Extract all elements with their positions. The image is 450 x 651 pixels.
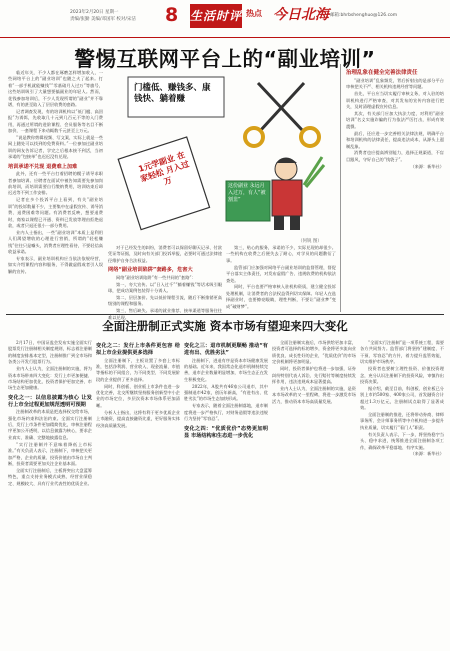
editor-credits: 责编/张勤 美编/邓国军 校对/宋洁	[70, 17, 136, 22]
paragraph: 全面注册制实施后，市场供给更加丰富，投资者可选择的标的增多，资金将更多流向业绩优良、成长性好的企业，“优质优价”的市场定价机制将更加明显。	[272, 340, 356, 365]
contact-email: 邮箱:bhrbshenghuo@126.com	[330, 13, 398, 18]
article-2-source: （来源：新华社）	[410, 451, 444, 457]
paragraph: 业内人士认为，全面注册制的实施，是资本市场改革的又一里程碑，将进一步激发市场活力，推动资本市场高质量发展。	[272, 385, 356, 404]
paragraph: “副业培训”乱象频发，背后折射出的是部分平台审核把关不严、相关机构违规经营等问题。	[346, 78, 444, 90]
paragraph: 此外，还有一些平台打着招聘的幌子诱导求职者参加培训。应聘者在面试中被告知需要先参加岗前培训，而培训需要自行缴纳费用，培训结束后却迟迟等不到工作安排。	[8, 171, 103, 196]
subheading: 培训承诺不兑现 退费难上加难	[8, 163, 78, 170]
paragraph: 有关负责人表示，下一步，将坚持稳字当头、稳中求进，统筹推进全面注册制各项工作，确保改革平稳落地、有序实施。	[360, 431, 444, 450]
article-2-headline: 全面注册制正式实施 资本市场有望迎来四大变化	[102, 319, 348, 333]
paragraph: 其次，有关部门应加大执法力度，对利用“副业培训”名义实施诈骗的行为依法严厉打击，形成有效震慑。	[346, 111, 444, 129]
paragraph: 同时，投资者保护也将进一步加强，证券纠纷特别代表人诉讼、先行赔付等制度持续发挥作用，违法违规成本显著提高。	[272, 366, 356, 384]
paragraph: 网络“副业培训陷阱”有一些共同的“套路”：	[116, 274, 196, 280]
paragraph: 第二，层层加价。先以低价课程引流，随后不断推销更高级别的课程和服务。	[108, 294, 222, 307]
paragraph: 记者在多个投诉平台上看到，有关“副业培训”的投诉数量不少，主要集中在虚假宣传、诱导消费、退费困难等问题。有消费者反映，想要退费时，商家以课程已开通、资料已发放等理由拒绝退款，或者只退还很小一部分费用。	[8, 197, 103, 228]
paragraph: “全面实行注册制”是一项系统工程，需要各方共同努力。监管部门将坚持“建制度、不干预、零容忍”的方针，着力提升监管效能，切实维护市场秩序。	[360, 340, 444, 365]
illustration-bubble-text: 这份副业 永远月入过万，有人“被割韭”	[228, 183, 266, 203]
subheading: 变化之四：“优质优价”态势更加明显 市场结构和生态进一步优化	[184, 425, 268, 439]
paragraph: 业内人士指出，一些“副业培训”本质上是利用人们渴望增收的心理进行营销，所谓的“轻松赚钱”往往只是噱头，消费者应理性看待，不要轻信高收益承诺。	[8, 229, 103, 255]
paragraph: 第三，售后缺失。承诺的就业推荐、接单渠道等服务往往难以兑现。	[108, 308, 222, 320]
paragraph: 投资者也要树立理性投资、价值投资理念，充分认识注册制下的投资风险，审慎作出投资决策。	[360, 366, 444, 384]
paragraph: 对于已经发生的纠纷，消费者可以保留好聊天记录、付款凭证等证据，及时向有关部门投诉举报，必要时可通过法律途径维护自身合法权益。	[108, 245, 222, 263]
sidebar-column	[346, 78, 444, 310]
paragraph: 2月17日，中国证监会发布实施全面实行股票发行注册制相关制度规则，标志着注册制的制度安排基本定型，注册制推广到全市场和各类公开发行股票行为。	[8, 340, 92, 365]
section-name: 生活时评	[190, 4, 242, 28]
paragraph: 分析人士指出，这将有利于更多优质企业上市融资，提高直接融资比重，更好服务实体经济高质量发展。	[96, 409, 180, 428]
subheading: 变化之一：以信息披露为核心 让发行上市全过程更加规范透明可预期	[8, 394, 92, 408]
illustration-sign-text: 门槛低、赚钱多、康钱快、躺着赚	[134, 83, 211, 104]
article-2-column-5	[360, 340, 444, 644]
paragraph: 同时，平台也要严格审核入驻机构资质，建立健全投诉处理机制，让消费者的合法权益得到切实保障。年轻人在选择副业时，也要擦亮眼睛，理性判断，不要让“副业梦”变成“破财梦”。	[226, 284, 336, 309]
paragraph: 监管部门应加强对网络平台副业培训的监督管理，督促平台落实主体责任，对发布虚假广告、违规收费的机构依法查处。	[226, 264, 336, 283]
paragraph: 全面注册制的推进，还将带动券商、律师事务所、会计师事务所等中介机构进一步提升执业质量，切实履行“看门人”职责。	[360, 411, 444, 430]
paragraph: 消费者也应提高辨别能力，选择正规渠道，不盲目跟风，守好自己的“钱袋子”。	[346, 150, 444, 162]
paragraph: 注册制改革的本质是把选择权交给市场，强化市场约束和法治约束。全面实行注册制后，发行上市条件更加精简优化，审核注册程序更加公开透明，以信息披露为核心，要求企业真实、准确、完整地披露信息。	[8, 409, 92, 440]
paragraph: 同时，科创板、创业板上市条件也进一步优化完善，北交所继续坚持服务创新型中小企业的市场定位，多层次资本市场体系更加清晰。	[96, 383, 180, 408]
illustration-board-text: 1元学副业 在家轻松 月入过万	[137, 150, 191, 187]
cartoon-illustration	[108, 73, 326, 231]
column-divider	[340, 64, 341, 312]
paragraph: 注册制下，进退有序是资本市场健康发展的基础。近年来，我国常态化退市机制持续完善，退市企业数量明显增加，市场生态正在发生积极变化。	[184, 357, 268, 382]
paragraph: “说是教你剪辑视频、写文案，实际上就是一些网上随处可以找到的免费资料。”一位参加过副业培训的网友告诉记者，学完之后根本接不到活，当初承诺的“包接单”也迟迟没有兑现。	[8, 135, 103, 160]
paragraph: 最后，还应进一步完善相关法律法规，明确平台和培训机构的法律责任，提高违法成本，从源头上遏制乱象。	[346, 130, 444, 149]
subheading: 网络“副业培训陷阱”套路多，危害大	[108, 267, 193, 274]
article-1-right-middle-column	[226, 245, 336, 311]
article-2-column-4	[272, 340, 356, 644]
paragraph: 全面实行注册制后，主板将突出大盘蓝筹特色，重点支持业务模式成熟、经营业绩稳定、规模较大、具有行业代表性的优质企业。	[8, 467, 92, 486]
subheading: 变化之二：发行上市条件更包容 给拟上市企业提供更多选择	[96, 343, 180, 356]
paragraph: 全面注册制下，主板设置了多套上市标准，包括净利润、营业收入、现金流量、市值等指标的不同组合，为不同类型、不同发展阶段的企业提供了更多选择。	[96, 357, 180, 382]
article-1-left-column	[8, 70, 103, 310]
sidebar-source: （来源：新华社）	[410, 163, 444, 169]
paragraph: 2022年，A股共有46家公司退市，其中强制退市42家，创历年新高，“有进有出、优胜劣汰”的市场生态加快形成。	[184, 383, 268, 402]
paragraph: 第三，贴心的服务，承诺的不少，实际兑现的却很少。一些机构在收费之后便失去了耐心，对学员的问题敷衍了事。	[226, 245, 336, 263]
paragraph: 记者调查发现，有的培训机构以“低门槛、高回报”为诱饵，先收取几十元到几百元不等的入门费用，再通过所谓的进阶课程、会员服务等名目不断加价，一套课程下来动辄数千元甚至上万元。	[8, 108, 103, 134]
article-2-column-2	[96, 340, 180, 644]
paragraph: 第一，夸大宣传。以“日入过千”“躺着赚钱”等话术吸引眼球，把成功案例包装得十分诱人。	[108, 281, 222, 294]
article-1-middle-column	[108, 245, 222, 320]
paragraph: 业内人士认为，全面注册制的实施，将为资本市场带来四大变化：发行上市更加便捷、市场结构更加优化、投资者保护更加完善、市场生态更加健康。	[8, 366, 92, 391]
page-number: 8	[165, 4, 179, 26]
paragraph: 专家表示，副业培训机构应当依法依规经营，如实介绍课程内容和服务，不得做虚假或者引人误解的宣传。	[8, 255, 103, 274]
paragraph: “实行注册制并不意味着降低上市标准。”有关负责人表示，注册制下，审核把关更加严格，企业的质量、投资价值由市场自主判断，投资者需要更加关注企业基本面。	[8, 441, 92, 466]
paragraph: 临近年关，不少人都在琢磨怎样增加收入，一些网络平台上的“副业培训”也随之火了起来。打着“一部手机就能赚钱”“零基础月入过万”等旗号，这些培训吸引了大量想要搞副业的年轻人。然而，花钱参加培训后，不少人发现所谓的“副业”并不靠谱，有的甚至陷入了层层收费的套路。	[8, 70, 103, 108]
article-1-headline: 警惕互联网平台上的“副业培训”	[74, 47, 376, 71]
subheading: 变化之三：退市机制更顺畅 推动“有进有出、优胜劣汰”	[184, 343, 268, 356]
article-2-column-3	[184, 340, 268, 644]
article-2-column-1	[8, 340, 92, 644]
paragraph: 首先，平台应当切实履行审核义务，对入驻的培训机构进行严格审查，对其发布的宣传内容进行把关，及时清理虚假宣传信息。	[346, 91, 444, 110]
article-divider	[6, 314, 444, 315]
paragraph: 专家表示，随着全面注册制落地，退市制度将进一步严格执行，对财务造假等违法违规行为坚持“零容忍”。	[184, 403, 268, 422]
paragraph: 据介绍，截至目前，科创板、创业板已分别上市约500家、400家公司，首发融资合计超过1.3万亿元，注册制试点取得了显著成效。	[360, 385, 444, 411]
issue-date: 2023年2月20日 星期一	[70, 10, 119, 15]
sidebar-title: 治理乱象在健全完善法律责任	[346, 70, 418, 76]
illustration-credit: （何锐 图）	[298, 239, 322, 244]
newspaper-logo: 今日北海	[273, 7, 329, 23]
section-subtitle: 热点	[246, 9, 262, 18]
masthead	[0, 0, 450, 38]
